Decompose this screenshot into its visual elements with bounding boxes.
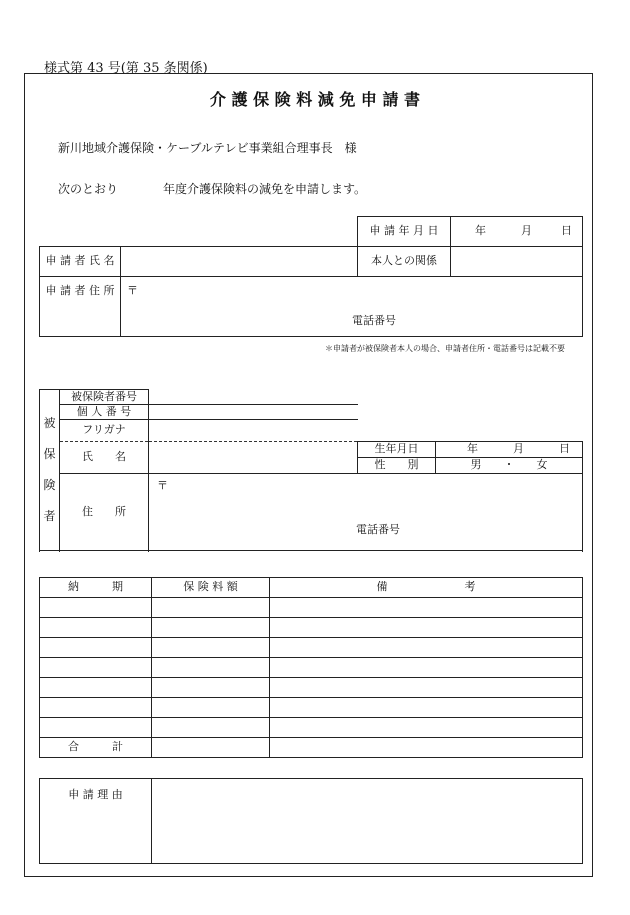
- period-cell[interactable]: [40, 618, 152, 638]
- remarks-cell[interactable]: [270, 678, 583, 698]
- reason-label: 申 請 理 由: [40, 779, 152, 864]
- insured-side-char-4: 者: [43, 509, 56, 524]
- application-date-table: [357, 216, 583, 247]
- applicant-address-label: 申 請 者 住 所: [40, 277, 121, 337]
- table-row: [40, 678, 583, 698]
- period-cell[interactable]: [40, 658, 152, 678]
- personal-number-boxes[interactable]: [149, 405, 358, 420]
- table-row: [40, 718, 583, 738]
- total-label: 合 計: [40, 738, 152, 758]
- furigana-field[interactable]: [149, 420, 358, 442]
- insured-number-boxes[interactable]: [149, 390, 358, 405]
- gender-options[interactable]: 男 ・ 女: [436, 458, 583, 474]
- application-date-label: 申 請 年 月 日: [358, 217, 451, 247]
- period-cell[interactable]: [40, 718, 152, 738]
- remarks-cell[interactable]: [270, 618, 583, 638]
- insured-number-label: 被保険者番号: [60, 390, 149, 405]
- payment-table: [39, 577, 583, 758]
- remarks-cell[interactable]: [270, 598, 583, 618]
- request-line-prefix: 次のとおり: [58, 182, 119, 196]
- period-cell[interactable]: [40, 638, 152, 658]
- application-day-unit: 日: [561, 224, 572, 238]
- amount-cell[interactable]: [152, 598, 270, 618]
- birth-year-unit: 年: [467, 442, 478, 456]
- total-remarks-cell[interactable]: [270, 738, 583, 758]
- applicant-note: ＊申請者が被保険者本人の場合、申請者住所・電話番号は記載不要: [325, 344, 565, 353]
- furigana-label: フリガナ: [60, 420, 149, 442]
- insured-side-char-1: 被: [43, 415, 56, 430]
- request-line-suffix: 年度介護保険料の減免を申請します。: [163, 182, 367, 196]
- addressee: 新川地域介護保険・ケーブルテレビ事業組合理事長 様: [58, 141, 357, 155]
- amount-cell[interactable]: [152, 658, 270, 678]
- table-row: [40, 638, 583, 658]
- applicant-postal-mark: 〒: [127, 284, 138, 297]
- insured-name-label: 氏 名: [60, 442, 149, 474]
- form-number: 様式第 43 号(第 35 条関係): [44, 61, 208, 76]
- insured-phone-label: 電話番号: [356, 523, 400, 536]
- application-year-unit: 年: [475, 224, 486, 238]
- total-amount-cell[interactable]: [152, 738, 270, 758]
- applicant-name-label: 申 請 者 氏 名: [40, 247, 121, 277]
- remarks-cell[interactable]: [270, 698, 583, 718]
- remarks-header: 備 考: [270, 578, 583, 598]
- amount-cell[interactable]: [152, 678, 270, 698]
- birth-date-label: 生年月日: [358, 442, 436, 458]
- table-row: [40, 658, 583, 678]
- remarks-cell[interactable]: [270, 638, 583, 658]
- period-cell[interactable]: [40, 598, 152, 618]
- period-header: 納 期: [40, 578, 152, 598]
- applicant-address-field[interactable]: [121, 277, 583, 337]
- period-cell[interactable]: [40, 698, 152, 718]
- birth-day-unit: 日: [559, 442, 570, 456]
- amount-header: 保 険 料 額: [152, 578, 270, 598]
- reason-table: [39, 778, 583, 864]
- applicant-phone-label: 電話番号: [352, 314, 396, 327]
- insured-address-field[interactable]: [149, 474, 583, 551]
- insured-table: [39, 389, 583, 551]
- birth-date-field[interactable]: [436, 442, 583, 458]
- insured-side-char-2: 保: [43, 446, 56, 461]
- relation-field[interactable]: [451, 247, 583, 277]
- amount-cell[interactable]: [152, 718, 270, 738]
- insured-postal-mark: 〒: [157, 479, 168, 492]
- application-date-field[interactable]: [451, 217, 583, 247]
- insured-side-char-3: 険: [43, 478, 56, 492]
- reason-field[interactable]: [152, 779, 583, 864]
- remarks-cell[interactable]: [270, 658, 583, 678]
- table-row: [40, 698, 583, 718]
- insured-side-label: [40, 390, 60, 551]
- period-cell[interactable]: [40, 678, 152, 698]
- table-row: [40, 598, 583, 618]
- applicant-name-field[interactable]: [121, 247, 358, 277]
- applicant-table: [39, 246, 583, 337]
- form-title: 介 護 保 険 料 減 免 申 請 書: [209, 90, 421, 109]
- insured-name-field[interactable]: [149, 442, 358, 474]
- gender-label: 性 別: [358, 458, 436, 474]
- table-row: [40, 618, 583, 638]
- application-month-unit: 月: [521, 224, 532, 238]
- insured-address-label: 住 所: [60, 474, 149, 551]
- personal-number-label: 個 人 番 号: [60, 405, 149, 420]
- amount-cell[interactable]: [152, 618, 270, 638]
- birth-month-unit: 月: [513, 442, 524, 456]
- remarks-cell[interactable]: [270, 718, 583, 738]
- fiscal-year-field[interactable]: [120, 176, 160, 194]
- relation-label: 本人との関係: [358, 247, 451, 277]
- amount-cell[interactable]: [152, 698, 270, 718]
- amount-cell[interactable]: [152, 638, 270, 658]
